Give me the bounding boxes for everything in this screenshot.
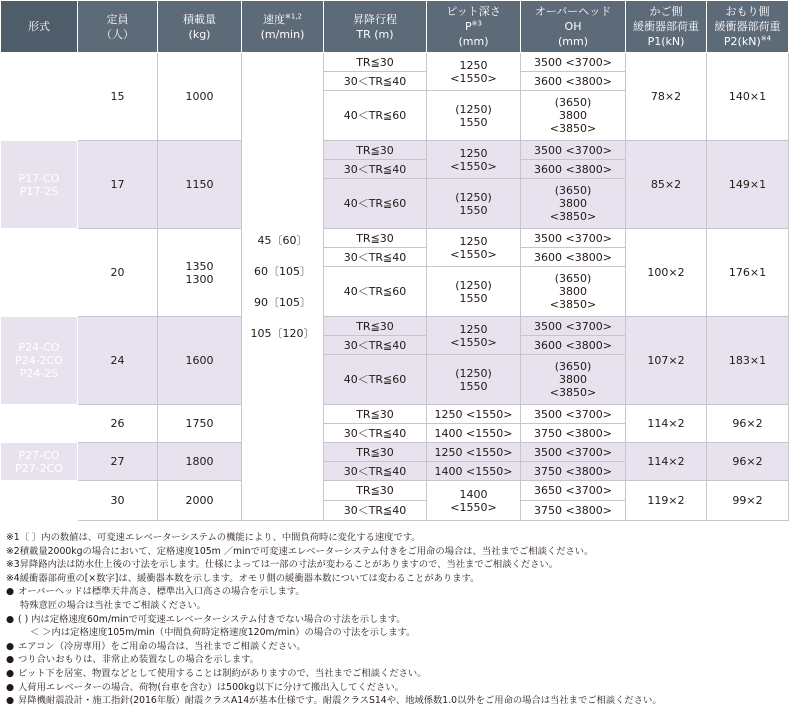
note-mark: ● [6, 695, 15, 707]
model-cell: P24-CO P24-2CO P24-2S [1, 317, 78, 405]
p1-cell: 114×2 [626, 443, 707, 481]
note-mark: ● [6, 613, 15, 625]
overhead-cell: 3500 <3700> [521, 53, 626, 72]
model-cell: P26-2S [1, 405, 78, 443]
overhead-cell: 3500 <3700> [521, 443, 626, 462]
note-item [6, 640, 789, 654]
overhead-cell: 3600 <3800> [521, 160, 626, 179]
overhead-cell: (3650) 3800 <3850> [521, 91, 626, 141]
header-model: 形式 [1, 1, 78, 53]
table-row [1, 317, 789, 336]
notes-list [0, 531, 789, 708]
pit-cell: 1250 <1550> [427, 317, 521, 355]
load-cell: 1600 [158, 317, 242, 405]
p2-cell: 149×1 [707, 141, 789, 229]
pit-cell: 1250 <1550> [427, 141, 521, 179]
pit-cell: 1400 <1550> [427, 462, 521, 481]
note-item [6, 653, 789, 667]
p2-cell: 140×1 [707, 53, 789, 141]
capacity-cell: 30 [78, 481, 158, 521]
capacity-cell: 26 [78, 405, 158, 443]
pit-cell: 1250 <1550> [427, 405, 521, 424]
travel-cell: 30＜TR≦40 [324, 501, 427, 521]
overhead-cell: 3500 <3700> [521, 317, 626, 336]
p2-cell: 96×2 [707, 443, 789, 481]
model-cell: P30-CO P30-2S P30-2CO [1, 481, 78, 521]
header-overhead: オーバーヘッド OH (mm) [521, 1, 626, 53]
note-mark: ● [6, 654, 15, 666]
travel-cell: 30＜TR≦40 [324, 336, 427, 355]
capacity-cell: 24 [78, 317, 158, 405]
note-text: 人荷用エレベーターの場合、荷物(台車を含む）は500kg以下に分けて搬出入してください。 [18, 681, 404, 693]
load-cell: 1150 [158, 141, 242, 229]
note-mark: ※1 [6, 532, 20, 543]
overhead-cell: 3750 <3800> [521, 462, 626, 481]
capacity-cell: 17 [78, 141, 158, 229]
load-cell: 1000 [158, 53, 242, 141]
note-text: ＜ ＞内は定格速度105m/min（中間負荷時定格速度120m/min）の場合の寸法を示します。 [30, 627, 416, 639]
note-mark: ※2 [6, 545, 20, 557]
table-header [1, 1, 789, 53]
note-text: オーバーヘッドは標準天井高さ、標準出入口高さの場合を示します。 [18, 586, 305, 598]
header-pit: ピット深さ $P^{※3}$ (mm) [427, 1, 521, 53]
p1-cell: 119×2 [626, 481, 707, 521]
travel-cell: TR≦30 [324, 317, 427, 336]
table-row [1, 443, 789, 462]
pit-cell: (1250) 1550 [427, 355, 521, 405]
pit-cell: (1250) 1550 [427, 179, 521, 229]
p2-cell: 176×1 [707, 229, 789, 317]
overhead-cell: 3500 <3700> [521, 229, 626, 248]
table-body [1, 53, 789, 521]
p1-cell: 107×2 [626, 317, 707, 405]
pit-cell: 1400 <1550> [427, 424, 521, 443]
model-cell: P20-CO P20-2S [1, 229, 78, 317]
p2-cell: 183×1 [707, 317, 789, 405]
p1-cell: 78×2 [626, 53, 707, 141]
travel-cell: TR≦30 [324, 229, 427, 248]
pit-cell: 1250 <1550> [427, 229, 521, 267]
travel-cell: 30＜TR≦40 [324, 424, 427, 443]
capacity-cell: 20 [78, 229, 158, 317]
overhead-cell: 3500 <3700> [521, 141, 626, 160]
travel-cell: 40＜TR≦60 [324, 179, 427, 229]
model-cell: P27-CO P27-2CO [1, 443, 78, 481]
overhead-cell: (3650) 3800 <3850> [521, 179, 626, 229]
note-text: 緩衝器部荷重の[×数字]は、緩衝器本数を示します。オモリ側の緩衝器本数については変わることがあります。 [19, 572, 480, 584]
pit-cell: (1250) 1550 [427, 267, 521, 317]
note-item [6, 613, 789, 627]
note-item [6, 694, 789, 708]
travel-cell: TR≦30 [324, 443, 427, 462]
travel-cell: 30＜TR≦40 [324, 248, 427, 267]
table-row [1, 229, 789, 248]
travel-cell: 30＜TR≦40 [324, 72, 427, 91]
table-row [1, 53, 789, 72]
model-cell: P15-CO [1, 53, 78, 141]
load-cell: 1350 1300 [158, 229, 242, 317]
p2-cell: 99×2 [707, 481, 789, 521]
note-item [6, 599, 789, 613]
note-text: ピット下を居室、物置などとして使用することは制約がありますので、当社までご相談ください。 [18, 667, 427, 679]
capacity-cell: 27 [78, 443, 158, 481]
note-mark: ● [6, 681, 15, 693]
pit-cell: 1400 <1550> [427, 481, 521, 521]
note-mark: ● [6, 640, 15, 652]
table-row [1, 481, 789, 501]
p1-cell: 85×2 [626, 141, 707, 229]
speed-cell: 45〔60〕 60〔105〕 90〔105〕 105〔120〕 [242, 53, 324, 521]
overhead-cell: 3600 <3800> [521, 336, 626, 355]
note-item [6, 572, 789, 586]
travel-cell: 30＜TR≦40 [324, 462, 427, 481]
pit-cell: 1250 <1550> [427, 53, 521, 91]
p1-cell: 114×2 [626, 405, 707, 443]
note-mark: ※3 [6, 559, 20, 571]
overhead-cell: (3650) 3800 <3850> [521, 355, 626, 405]
header-p1: かご側 緩衝器部荷重 P1(kN) [626, 1, 707, 53]
note-item [6, 626, 789, 640]
travel-cell: 30＜TR≦40 [324, 160, 427, 179]
header-travel: 昇降行程 TR (m) [324, 1, 427, 53]
travel-cell: TR≦30 [324, 405, 427, 424]
note-text: 昇降機耐震設計・施工指針(2016年版）耐震クラスA14が基本仕様です。耐震クラスS14や、地域係数1.0以外をご用命の場合は当社までご相談ください。 [18, 695, 662, 707]
note-text: ( ) 内は定格速度60m/minで可変速エレベーターシステム付きでない場合の寸法を示します。 [18, 613, 406, 625]
note-item [6, 531, 789, 545]
overhead-cell: 3750 <3800> [521, 501, 626, 521]
header-speed: 速度$^{※1,2}$ (m/min) [242, 1, 324, 53]
travel-cell: TR≦30 [324, 141, 427, 160]
overhead-cell: 3650 <3700> [521, 481, 626, 501]
overhead-cell: 3500 <3700> [521, 405, 626, 424]
table-row [1, 141, 789, 160]
overhead-cell: (3650) 3800 <3850> [521, 267, 626, 317]
note-text: つり合いおもりは、非常止め装置なしの場合を示します。 [18, 654, 259, 666]
note-item [6, 558, 789, 572]
note-text: 特殊意匠の場合は当社までご相談ください。 [20, 599, 206, 611]
load-cell: 2000 [158, 481, 242, 521]
note-item [6, 681, 789, 695]
travel-cell: 40＜TR≦60 [324, 91, 427, 141]
capacity-cell: 15 [78, 53, 158, 141]
note-item [6, 585, 789, 599]
travel-cell: 40＜TR≦60 [324, 267, 427, 317]
table-row [1, 405, 789, 424]
note-text: 〔 〕内の数値は、可変速エレベーターシステムの機能により、中間負荷時に変化する速度です。 [19, 532, 421, 543]
note-mark: ※4 [6, 572, 20, 584]
note-item [6, 667, 789, 681]
note-text: 積載量2000kgの場合において、定格速度105m ／minで可変速エレベーターシステム付きをご用命の場合は、当社までご相談ください。 [19, 545, 594, 557]
note-mark: ● [6, 667, 15, 679]
note-text: 昇降路内法は防水仕上後の寸法を示します。仕様によっては一部の寸法が変わることがありますので、当社までご相談ください。 [19, 559, 559, 571]
note-text: エアコン（冷房専用）をご用命の場合は、当社までご相談ください。 [18, 640, 306, 652]
model-cell: P17-CO P17-2S [1, 141, 78, 229]
load-cell: 1750 [158, 405, 242, 443]
travel-cell: TR≦30 [324, 53, 427, 72]
travel-cell: 40＜TR≦60 [324, 355, 427, 405]
header-capacity: 定員 （人） [78, 1, 158, 53]
overhead-cell: 3600 <3800> [521, 248, 626, 267]
p1-cell: 100×2 [626, 229, 707, 317]
pit-cell: (1250) 1550 [427, 91, 521, 141]
note-item [6, 545, 789, 559]
pit-cell: 1250 <1550> [427, 443, 521, 462]
header-load: 積載量 (kg) [158, 1, 242, 53]
travel-cell: TR≦30 [324, 481, 427, 501]
load-cell: 1800 [158, 443, 242, 481]
overhead-cell: 3750 <3800> [521, 424, 626, 443]
note-mark: ● [6, 586, 15, 598]
header-p2: おもり側 緩衝器部荷重 P2(kN)$^{※4}$ [707, 1, 789, 53]
overhead-cell: 3600 <3800> [521, 72, 626, 91]
p2-cell: 96×2 [707, 405, 789, 443]
